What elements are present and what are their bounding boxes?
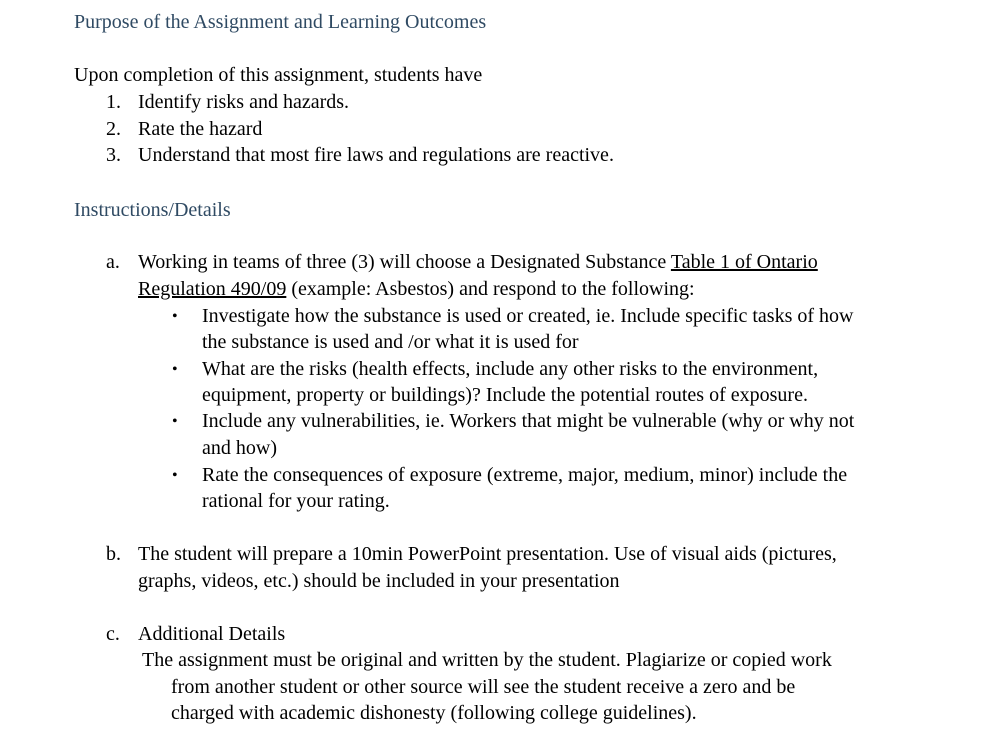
item-c-title: Additional Details	[138, 623, 286, 645]
item-a-line1	[138, 249, 818, 275]
item-a-line2	[138, 276, 695, 302]
item-c-line2: from another student or other source will see the student receive a zero and be	[171, 676, 796, 698]
outcome-text: Rate the hazard	[138, 118, 263, 140]
outcome-text: Understand that most fire laws and regulations are reactive.	[138, 144, 614, 166]
item-a-text: (example: Asbestos) and respond to the following:	[286, 278, 695, 300]
item-c-line1	[142, 647, 832, 673]
item-c-text: The assignment must be original and written by the student. Plagiarize or copied work	[142, 649, 832, 671]
bullet-text: What are the risks (health effects, include any other risks to the environment,	[202, 358, 819, 380]
regulation-link[interactable]: Table 1 of Ontario	[670, 251, 818, 273]
outcome-number: 2.	[106, 118, 121, 140]
bullet-icon: •	[172, 361, 178, 378]
outcome-number: 1.	[106, 91, 121, 113]
bullet-text: the substance is used and /or what it is used for	[202, 331, 579, 353]
item-a-marker: a.	[106, 251, 120, 273]
bullet-icon: •	[172, 413, 178, 430]
bullet-text: and how)	[202, 437, 277, 459]
item-b-line2: graphs, videos, etc.) should be included in your presentation	[138, 570, 620, 592]
outcomes-intro: Upon completion of this assignment, students have	[74, 64, 483, 86]
bullet-text: equipment, property or buildings)? Include the potential routes of exposure.	[202, 384, 808, 406]
outcome-text: Identify risks and hazards.	[138, 91, 350, 113]
purpose-heading: Purpose of the Assignment and Learning Outcomes	[74, 11, 487, 33]
instructions-heading: Instructions/Details	[74, 199, 231, 221]
bullet-icon: •	[172, 308, 178, 325]
outcome-number: 3.	[106, 144, 121, 166]
bullet-text: rational for your rating.	[202, 490, 390, 512]
item-b-line1: The student will prepare a 10min PowerPoint presentation. Use of visual aids (pictures,	[138, 543, 837, 565]
item-a-text: Working in teams of three (3) will choose a Designated Substance	[138, 251, 671, 273]
item-c-marker: c.	[106, 623, 120, 645]
item-c-line3: charged with academic dishonesty (following college guidelines).	[171, 702, 697, 724]
bullet-text: Include any vulnerabilities, ie. Workers that might be vulnerable (why or why not	[202, 410, 855, 432]
bullet-icon: •	[172, 467, 178, 484]
bullet-text: Rate the consequences of exposure (extreme, major, medium, minor) include the	[202, 464, 848, 486]
item-b-marker: b.	[106, 543, 121, 565]
bullet-text: Investigate how the substance is used or created, ie. Include specific tasks of how	[202, 305, 854, 327]
regulation-link[interactable]: Regulation 490/09	[138, 278, 287, 300]
